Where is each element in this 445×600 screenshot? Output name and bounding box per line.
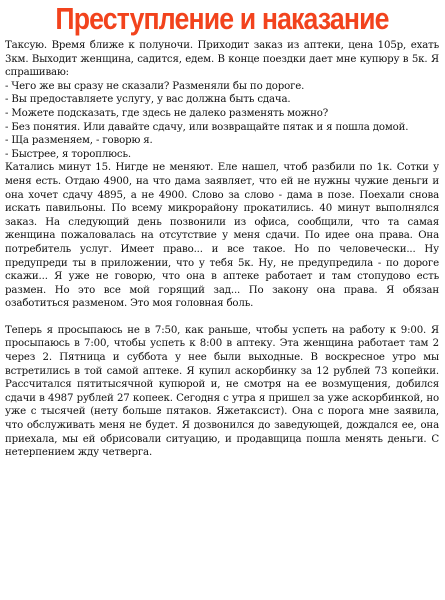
dialogue-line: - Без понятия. Или давайте сдачу, или возвращайте пятак и я пошла домой. xyxy=(5,121,409,133)
story-part-2 xyxy=(5,324,439,460)
story-part-1 xyxy=(5,39,439,311)
story-paragraph: Катались минут 15. Нигде не меняют. Еле нашел, чтоб разбили по 1к. Сотки у меня есть. Отдаю 4900, на что дама заявляет, что ей не нужны чужие деньги и она хочет сдачу 4895, а не 4900. Слово за слово - дама в позе. Поехали снова искать павильоны. По всему микрорайону прокатились. 40 минут выполнялся заказ. На следующий день позвонили из офиса, сообщили, что та самая женщина пожаловалась на отсутствие у меня сдачи. По идее она права. Она потребитель услуг. Имеет право... и все такое. Но по человечески... Ну предупреди ты в приложении, что у тебя 5к. Ну, не предупредила - по дороге скажи... Я уже не говорю, что она в аптеке работает и там стопудово есть размен. Но это все мой горящий зад... По закону она права. Я обязан озаботиться разменом. Это моя головная боль. xyxy=(5,162,439,310)
story-paragraph: Таксую. Время ближе к полуночи. Приходит заказ из аптеки, цена 105р, ехать 3км. Выходит женщина, садится, едем. В конце поездки дает мне купюру в 5к. Я спрашиваю: xyxy=(5,40,439,79)
dialogue-line: - Ща разменяем, - говорю я. xyxy=(5,135,153,147)
section-gap xyxy=(5,311,439,324)
page-title: Преступление и наказание xyxy=(55,1,389,36)
dialogue-line: - Быстрее, я тороплюсь. xyxy=(5,148,131,160)
dialogue-line: - Чего же вы сразу не сказали? Разменяли бы по дороге. xyxy=(5,80,305,92)
dialogue-line: - Можете подсказать, где здесь не далеко разменять можно? xyxy=(5,107,329,119)
dialogue-line: - Вы предоставляете услугу, у вас должна быть сдача. xyxy=(5,94,291,106)
story-paragraph: Теперь я просыпаюсь не в 7:50, как раньше, чтобы успеть на работу к 9:00. Я просыпаюсь в 7:00, чтобы успеть к 8:00 в аптеку. Эта женщина работает там 2 через 2. Пятница и суббота у нее были выходные. В воскресное утро мы встретились в той самой аптеке. Я купил аскорбинку за 12 рублей 73 копейки. Рассчитался пятитысячной купюрой и, не смотря на ее возмущения, добился сдачи в 4987 рублей 27 копеек. Сегодня с утра я пришел за уже аскорбинкой, но уже с тысячей (нету больше пятаков. Яжетаксист). Она с порога мне заявила, что обслуживать меня не будет. Я дозвонился до заведующей, дождался ее, она приехала, мы ей обрисовали ситуацию, и продавщица пошла менять деньги. С нетерпением жду четверга. xyxy=(5,324,439,459)
